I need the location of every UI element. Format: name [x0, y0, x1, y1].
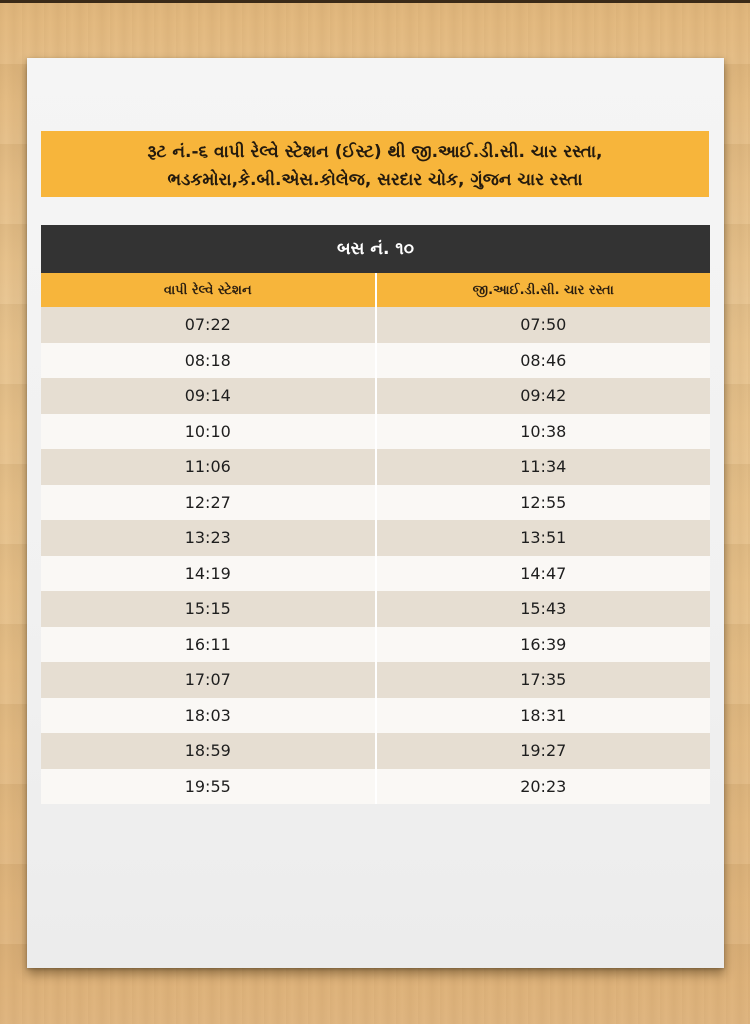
top-edge: [0, 0, 750, 3]
column-header-vapi-station: વાપી રેલ્વે સ્ટેશન: [41, 273, 376, 307]
arrival-time: 19:27: [376, 733, 711, 769]
arrival-time: 10:38: [376, 414, 711, 450]
table-row: [41, 733, 710, 769]
departure-time: 07:22: [41, 307, 376, 343]
arrival-time: 09:42: [376, 378, 711, 414]
table-row: [41, 769, 710, 805]
table-row: [41, 662, 710, 698]
route-banner: [41, 131, 709, 197]
table-row: [41, 414, 710, 450]
arrival-time: 15:43: [376, 591, 711, 627]
arrival-time: 08:46: [376, 343, 711, 379]
route-title-line-1: રૂટ નં.-૬ વાપી રેલ્વે સ્ટેશન (ઈસ્ટ) થી જી.આઈ.ડી.સી. ચાર રસ્તા,: [147, 142, 603, 162]
departure-time: 11:06: [41, 449, 376, 485]
arrival-time: 13:51: [376, 520, 711, 556]
departure-time: 15:15: [41, 591, 376, 627]
arrival-time: 12:55: [376, 485, 711, 521]
table-row: [41, 520, 710, 556]
table-row: [41, 307, 710, 343]
arrival-time: 17:35: [376, 662, 711, 698]
departure-time: 09:14: [41, 378, 376, 414]
departure-time: 13:23: [41, 520, 376, 556]
arrival-time: 20:23: [376, 769, 711, 805]
departure-time: 16:11: [41, 627, 376, 663]
arrival-time: 16:39: [376, 627, 711, 663]
table-row: [41, 556, 710, 592]
departure-time: 12:27: [41, 485, 376, 521]
timetable-grid: [41, 273, 710, 804]
departure-time: 18:03: [41, 698, 376, 734]
departure-time: 14:19: [41, 556, 376, 592]
route-title-line-2: ભડકમોરા,કે.બી.એસ.કોલેજ, સરદાર ચોક, ગુંજન ચાર રસ્તા: [167, 170, 583, 190]
table-row: [41, 449, 710, 485]
column-header-row: [41, 273, 710, 307]
table-row: [41, 627, 710, 663]
departure-time: 17:07: [41, 662, 376, 698]
departure-time: 19:55: [41, 769, 376, 805]
column-header-gidc-crossroads: જી.આઈ.ડી.સી. ચાર રસ્તા: [376, 273, 711, 307]
departure-time: 10:10: [41, 414, 376, 450]
departure-time: 18:59: [41, 733, 376, 769]
table-row: [41, 343, 710, 379]
arrival-time: 11:34: [376, 449, 711, 485]
table-row: [41, 485, 710, 521]
bus-number-header: બસ નં. ૧૦: [41, 225, 710, 273]
table-row: [41, 591, 710, 627]
arrival-time: 07:50: [376, 307, 711, 343]
table-row: [41, 378, 710, 414]
departure-time: 08:18: [41, 343, 376, 379]
timetable: [41, 225, 710, 804]
arrival-time: 18:31: [376, 698, 711, 734]
arrival-time: 14:47: [376, 556, 711, 592]
table-row: [41, 698, 710, 734]
